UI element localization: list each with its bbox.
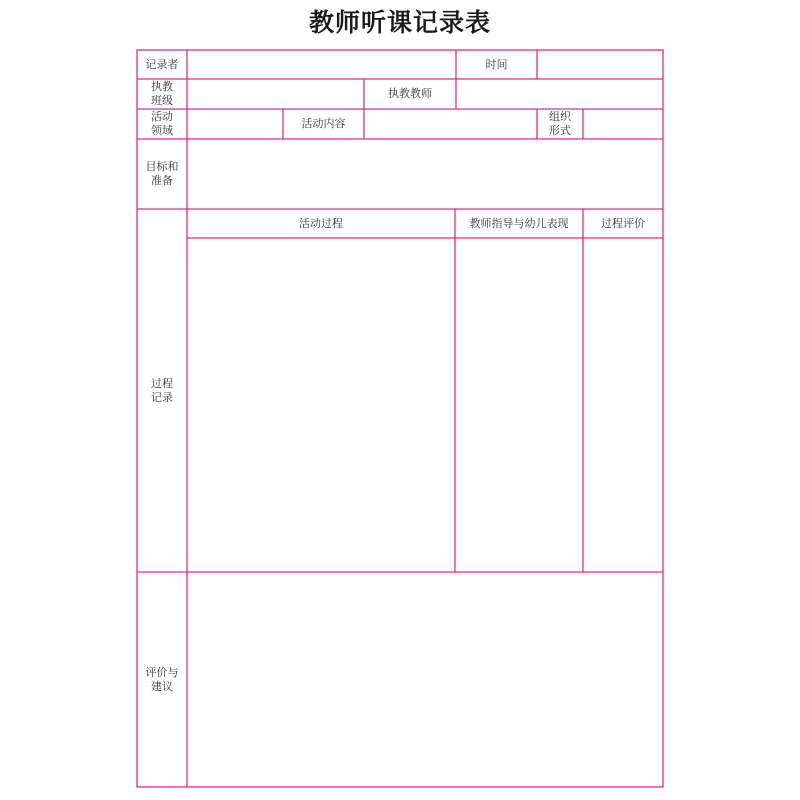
activity-process-field[interactable] xyxy=(188,239,454,571)
label-teaching-class: 执教 班级 xyxy=(151,80,173,107)
activity-domain-field[interactable] xyxy=(188,110,282,138)
label-teaching-teacher: 执教教师 xyxy=(388,87,432,100)
form-title: 教师听课记录表 xyxy=(308,8,491,37)
teaching-class-field[interactable] xyxy=(188,80,363,108)
evaluation-suggestions-field[interactable] xyxy=(188,573,662,786)
label-organization-form: 组织 形式 xyxy=(549,110,571,137)
label-goals-preparation: 目标和 准备 xyxy=(145,160,179,187)
label-time: 时间 xyxy=(485,57,508,71)
goals-preparation-field[interactable] xyxy=(188,140,662,208)
organization-form-field[interactable] xyxy=(584,110,662,138)
process-evaluation-field[interactable] xyxy=(584,239,662,571)
recorder-field[interactable] xyxy=(188,51,455,78)
teacher-guidance-field[interactable] xyxy=(456,239,582,571)
header-teacher-guidance: 教师指导与幼儿表现 xyxy=(469,216,569,230)
label-recorder: 记录者 xyxy=(145,57,179,71)
label-activity-content: 活动内容 xyxy=(301,117,346,130)
header-process-evaluation: 过程评价 xyxy=(601,216,645,230)
header-activity-process: 活动过程 xyxy=(299,216,343,230)
time-field[interactable] xyxy=(538,51,662,78)
label-process-record: 过程 记录 xyxy=(151,376,173,404)
label-activity-domain: 活动 领域 xyxy=(151,110,173,137)
teaching-teacher-field[interactable] xyxy=(457,80,662,108)
label-evaluation-suggestions: 评价与 建议 xyxy=(145,665,179,693)
activity-content-field[interactable] xyxy=(365,110,536,138)
